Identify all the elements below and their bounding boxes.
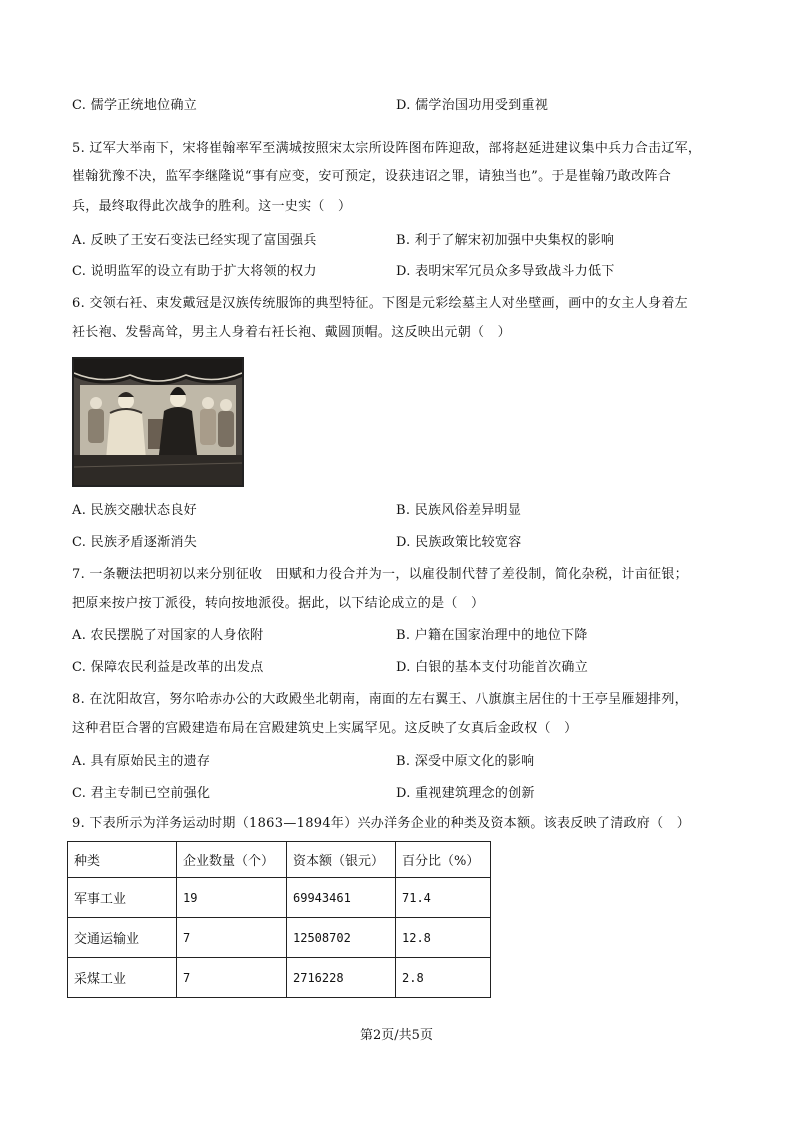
table-header-cell: 百分比（%）	[396, 842, 491, 878]
q8-option-d: D. 重视建筑理念的创新	[396, 786, 535, 801]
q6-option-c: C. 民族矛盾逐渐消失	[72, 535, 198, 550]
q7-option-b: B. 户籍在国家治理中的地位下降	[396, 628, 588, 643]
q5-stem-line: 5. 辽军大举南下，宋将崔翰率军至满城按照宋太宗所设阵图布阵迎敌，部将赵延进建议集中兵力合击辽军，	[72, 141, 702, 156]
table-row	[68, 878, 491, 918]
q5-stem-line: 崔翰犹豫不决，监军李继隆说“事有应变，安可预定，设获违诏之罪，请独当也”。于是崔翰乃敢改阵合	[72, 169, 672, 184]
q8-option-c: C. 君主专制已空前强化	[72, 786, 211, 801]
table-cell: 2716228	[287, 958, 396, 998]
tomb-mural-image	[72, 357, 244, 487]
table-row	[68, 918, 491, 958]
table-header-cell: 资本额（银元）	[287, 842, 396, 878]
q7-stem-line: 把原来按户按丁派役，转向按地派役。据此，以下结论成立的是（ ）	[72, 596, 485, 611]
table-cell: 71.4	[396, 878, 491, 918]
table-cell: 2.8	[396, 958, 491, 998]
table-cell: 7	[177, 918, 287, 958]
table-cell: 12.8	[396, 918, 491, 958]
q6-option-d: D. 民族政策比较宽容	[396, 535, 522, 550]
q7-option-c: C. 保障农民利益是改革的出发点	[72, 660, 264, 675]
table-cell: 69943461	[287, 878, 396, 918]
q7-option-a: A. 农民摆脱了对国家的人身依附	[72, 628, 264, 643]
table-header-row	[68, 842, 491, 878]
q8-option-a: A. 具有原始民主的遗存	[72, 754, 211, 769]
table-cell: 采煤工业	[68, 958, 177, 998]
q5-stem-line: 兵，最终取得此次战争的胜利。这一史实（ ）	[72, 199, 352, 214]
q7-option-d: D. 白银的基本支付功能首次确立	[396, 660, 589, 675]
q8-stem-line: 8. 在沈阳故宫，努尔哈赤办公的大政殿坐北朝南，南面的左右翼王、八旗旗主居住的十王亭呈雁翅排列，	[72, 692, 688, 707]
table-cell: 交通运输业	[68, 918, 177, 958]
q5-option-a: A. 反映了王安石变法已经实现了富国强兵	[72, 233, 317, 248]
enterprise-table	[67, 841, 491, 998]
table-header-cell: 企业数量（个）	[177, 842, 287, 878]
q5-option-d: D. 表明宋军冗员众多导致战斗力低下	[396, 264, 615, 279]
table-header-cell: 种类	[68, 842, 177, 878]
table-cell: 7	[177, 958, 287, 998]
q7-stem-line: 7. 一条鞭法把明初以来分别征收 田赋和力役合并为一，以雇役制代替了差役制，简化杂税，计亩征银；	[72, 567, 688, 582]
table-cell: 12508702	[287, 918, 396, 958]
q6-stem-line: 6. 交领右衽、束发戴冠是汉族传统服饰的典型特征。下图是元彩绘墓主人对坐壁画，画中的女主人身着左	[72, 296, 688, 311]
q6-stem-line: 衽长袍、发髻高耸，男主人身着右衽长袍、戴圆顶帽。这反映出元朝（ ）	[72, 325, 511, 340]
q8-option-b: B. 深受中原文化的影响	[396, 754, 535, 769]
page-footer: 第2页/共5页	[360, 1028, 433, 1043]
table-cell: 19	[177, 878, 287, 918]
q8-stem-line: 这种君臣合署的宫殿建造布局在宫殿建筑史上实属罕见。这反映了女真后金政权（ ）	[72, 721, 578, 736]
table-row	[68, 958, 491, 998]
q9-stem: 9. 下表所示为洋务运动时期（1863—1894年）兴办洋务企业的种类及资本额。该表反映了清政府（ ）	[72, 816, 691, 831]
q4-option-c: C. 儒学正统地位确立	[72, 98, 198, 113]
table-cell: 军事工业	[68, 878, 177, 918]
q4-option-d: D. 儒学治国功用受到重视	[396, 98, 549, 113]
q6-option-a: A. 民族交融状态良好	[72, 503, 197, 518]
q5-option-c: C. 说明监军的设立有助于扩大将领的权力	[72, 264, 317, 279]
q5-option-b: B. 利于了解宋初加强中央集权的影响	[396, 233, 615, 248]
q6-option-b: B. 民族风俗差异明显	[396, 503, 522, 518]
